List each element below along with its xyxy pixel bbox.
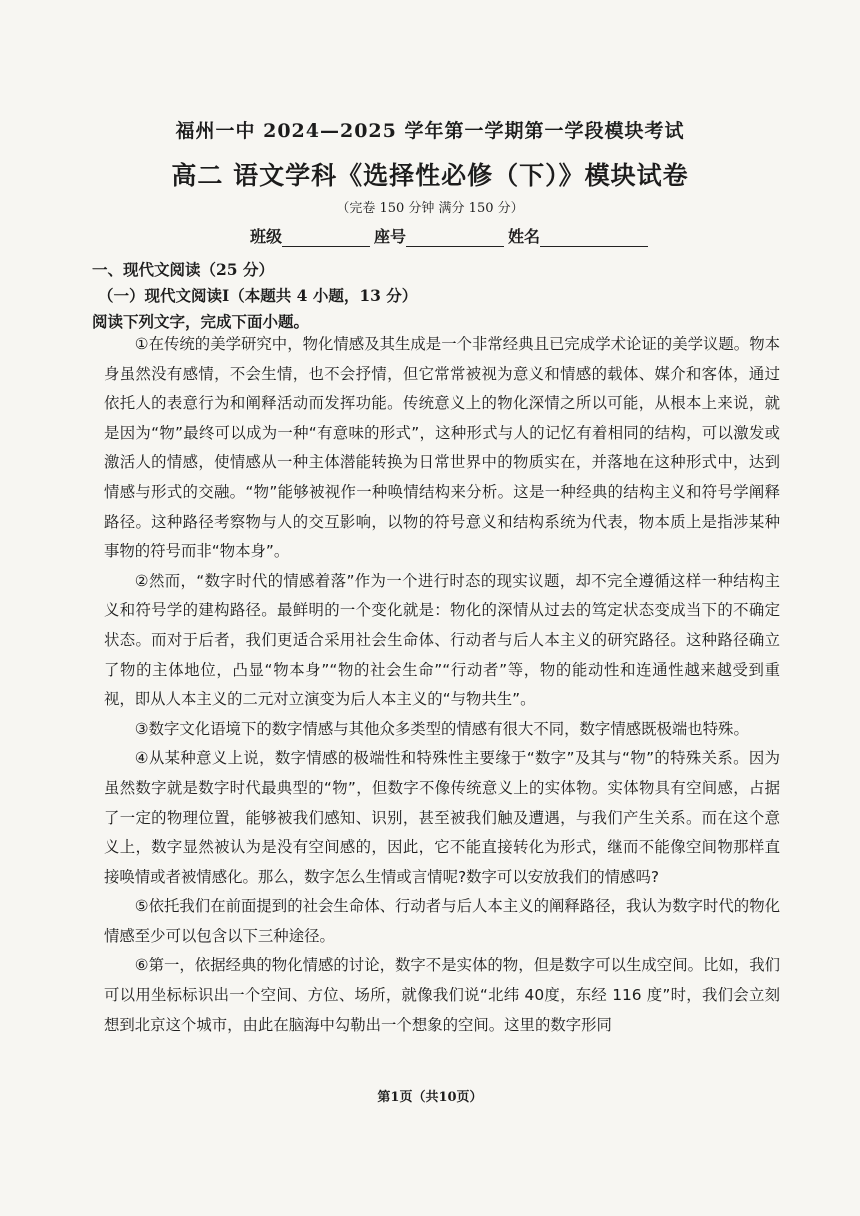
name-label: 姓名 [508,227,541,246]
paragraph-3: ③数字文化语境下的数字情感与其他众多类型的情感有很大不同，数字情感既极端也特殊。 [134,719,749,738]
paragraph-6: ⑥第一，依据经典的物化情感的讨论，数字不是实体的物，但是数字可以生成空间。比如，我们可以用坐标标识出一个空间、方位、场所，就像我们说“北纬 40度，东经 116 度”时，我们会立刻想到北京这个城市，由此在脑海中勾勒出一个想象的空间。这里的数字形同 [104,956,780,1034]
class-label: 班级 [250,227,283,246]
paragraph-5: ⑤依托我们在前面提到的社会生命体、行动者与后人本主义的阐释路径，我认为数字时代的物化情感至少可以包含以下三种途径。 [104,897,780,945]
seat-label: 座号 [374,227,407,246]
section-part1: 一、现代文阅读（25 分） [92,260,274,279]
exam-title: 福州一中 2024—2025 学年第一学期第一学段模块考试 [175,120,685,142]
paragraph-2: ②然而，“数字时代的情感着落”作为一个进行时态的现实议题，却不完全遵循这样一种结构主义和符号学的建构路径。最鲜明的一个变化就是：物化的深情从过去的笃定状态变成当下的不确定状态。而对于后者，我们更适合采用社会生命体、行动者与后人本主义的研究路径。这种路径确立了物的主体地位，凸显“物本身”“物的社会生命”“行动者”等，物的能动性和连通性越来越受到重视，即从人本主义的二元对立演变为后人本主义的“与物共生”。 [104,571,780,709]
reading-passage [104,330,780,1040]
class-blank[interactable] [282,228,370,247]
subject-title: 高二 语文学科《选择性必修（下）》模块试卷 [171,161,689,190]
paragraph-4: ④从某种意义上说，数字情感的极端性和特殊性主要缘于“数字”及其与“物”的特殊关系。因为虽然数字就是数字时代最典型的“物”，但数字不像传统意义上的实体物。实体物具有空间感，占据了一定的物理位置，能够被我们感知、识别，甚至被我们触及遭遇，与我们产生关系。而在这个意义上，数字显然被认为是没有空间感的，因此，它不能直接转化为形式，继而不能像空间物那样直接唤情或者被情感化。那么，数字怎么生情或言情呢?数字可以安放我们的情感吗? [104,749,780,886]
section-part1-sub: （一）现代文阅读Ⅰ（本题共 4 小题，13 分） [98,286,418,305]
page-footer: 第1页（共10页） [377,1090,483,1105]
student-info-line [250,224,652,247]
seat-blank[interactable] [406,228,504,247]
paragraph-1: ①在传统的美学研究中，物化情感及其生成是一个非常经典且已完成学术论证的美学议题。物本身虽然没有感情，不会生情，也不会抒情，但它常常被视为意义和情感的载体、媒介和客体，通过依托人的表意行为和阐释活动而发挥功能。传统意义上的物化深情之所以可能，从根本上来说，就是因为“物”最终可以成为一种“有意味的形式”，这种形式与人的记忆有着相同的结构，可以激发或激活人的情感，使情感从一种主体潜能转换为日常世界中的物质实在，并落地在这种形式中，达到情感与形式的交融。“物”能够被视作一种唤情结构来分析。这是一种经典的结构主义和符号学阐释路径。这种路径考察物与人的交互影响，以物的符号意义和结构系统为代表，物本质上是指涉某种事物的符号而非“物本身”。 [104,335,780,561]
time-note: （完卷 150 分钟 满分 150 分） [336,201,524,216]
reading-instruction: 阅读下列文字，完成下面小题。 [92,312,310,331]
name-blank[interactable] [540,228,648,247]
